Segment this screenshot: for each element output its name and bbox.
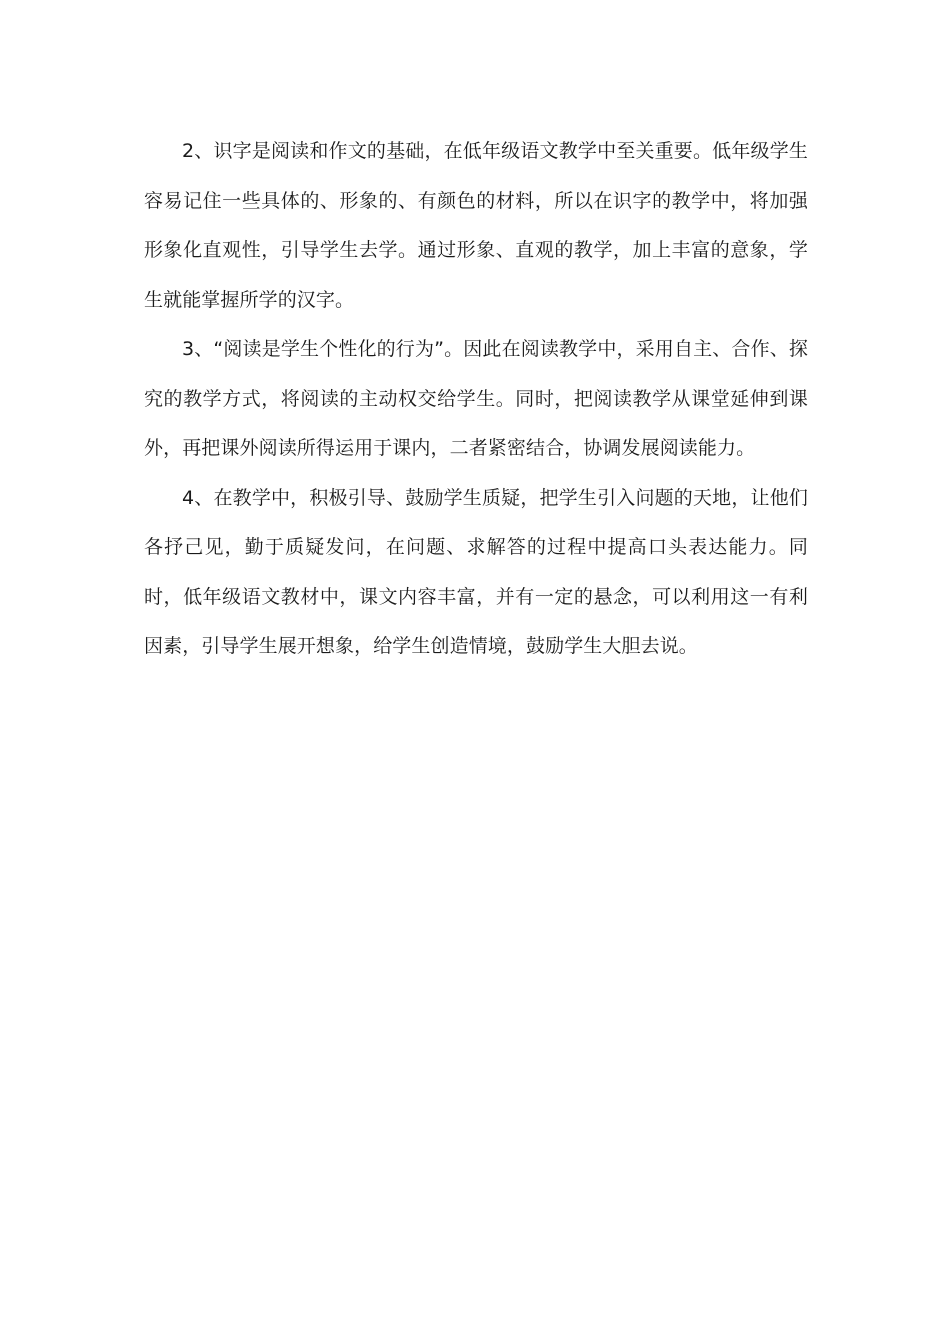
paragraph-3: 3、“阅读是学生个性化的行为”。因此在阅读教学中，采用自主、合作、探究的教学方式，将阅读的主动权交给学生。同时，把阅读教学从课堂延伸到课外，再把课外阅读所得运用于课内，二者紧密结合，协调发展阅读能力。 bbox=[144, 338, 808, 459]
paragraph-4: 4、在教学中，积极引导、鼓励学生质疑，把学生引入问题的天地，让他们各抒己见，勤于质疑发问，在问题、求解答的过程中提高口头表达能力。同时，低年级语文教材中，课文内容丰富，并有一定的悬念，可以利用这一有利因素，引导学生展开想象，给学生创造情境，鼓励学生大胆去说。 bbox=[144, 486, 808, 657]
document-body bbox=[144, 127, 808, 672]
paragraph-2: 2、识字是阅读和作文的基础，在低年级语文教学中至关重要。低年级学生容易记住一些具体的、形象的、有颜色的材料，所以在识字的教学中，将加强形象化直观性，引导学生去学。通过形象、直观的教学，加上丰富的意象，学生就能掌握所学的汉字。 bbox=[144, 140, 808, 311]
